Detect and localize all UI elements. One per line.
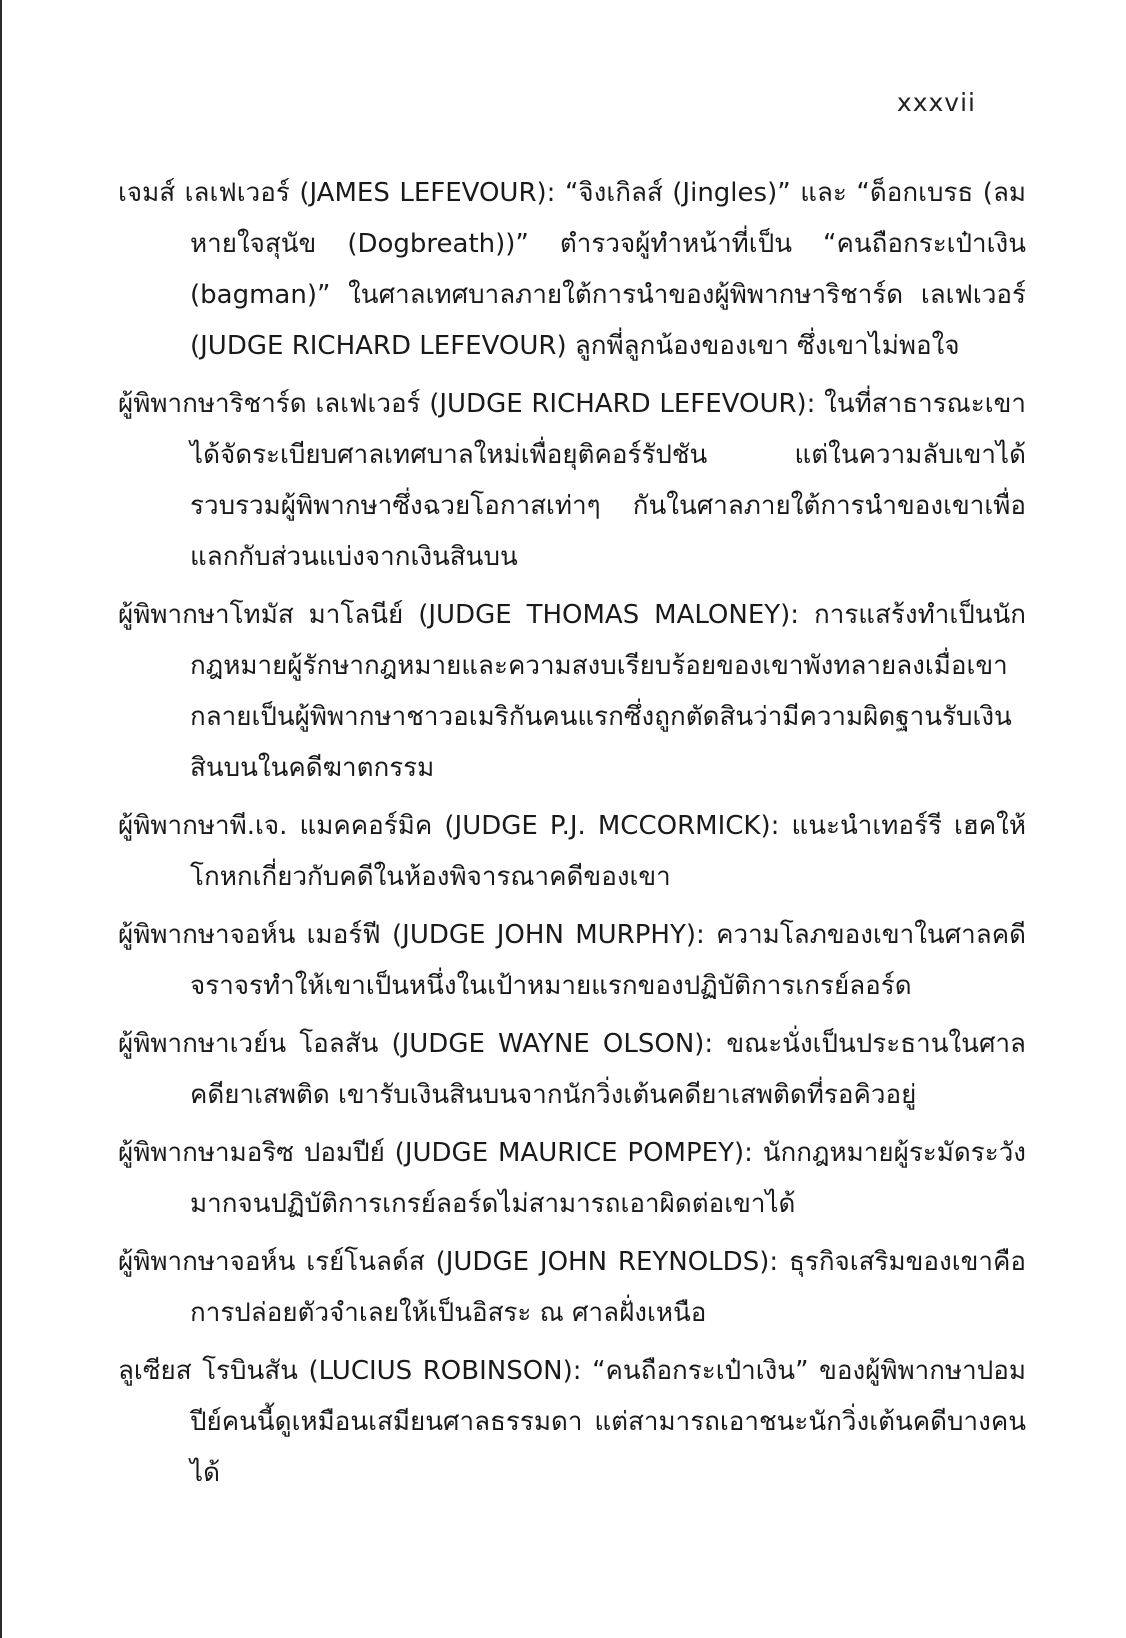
character-name: ผู้พิพากษาริชาร์ด เลเฟเวอร์ (JUDGE RICHARD LEFEVOUR): — [118, 389, 816, 419]
character-description: ในที่สาธารณะเขาได้จัดระเบียบศาลเทศบาลใหม่เพื่อยุติคอร์รัปชัน แต่ในความลับเขาได้รวบรวมผู้พิพากษาซึ่งฉวยโอกาสเท่าๆ กันในศาลภายใต้การนำของเขาเพื่อแลกกับส่วนแบ่งจากเงินสินบน — [190, 389, 1027, 572]
character-name: ผู้พิพากษาจอห์น เมอร์ฟี (JUDGE JOHN MURPHY): — [118, 920, 705, 950]
character-name: ผู้พิพากษาโทมัส มาโลนีย์ (JUDGE THOMAS MALONEY): — [118, 600, 800, 630]
character-name: ผู้พิพากษาจอห์น เรย์โนลด์ส (JUDGE JOHN REYNOLDS): — [118, 1247, 779, 1277]
character-description: “คนถือกระเป๋าเงิน” ของผู้พิพากษาปอมปีย์คนนี้ดูเหมือนเสมียนศาลธรรมดา แต่สามารถเอาชนะนักวิ่งเต้นคดีบางคนได้ — [190, 1356, 1027, 1488]
character-entry — [118, 1019, 1026, 1121]
character-list — [118, 168, 1026, 1506]
character-description: การแสร้งทำเป็นนักกฎหมายผู้รักษากฎหมายและความสงบเรียบร้อยของเขาพังทลายลงเมื่อเขากลายเป็นผู้พิพากษาชาวอเมริกันคนแรกซึ่งถูกตัดสินว่ามีความผิดฐานรับเงินสินบนในคดีฆาตกรรม — [190, 600, 1026, 783]
character-description: นักกฎหมายผู้ระมัดระวังมากจนปฏิบัติการเกรย์ลอร์ดไม่สามารถเอาผิดต่อเขาได้ — [190, 1138, 1027, 1219]
page-edge-rule — [0, 0, 2, 1638]
page-number: xxxvii — [896, 88, 976, 117]
character-entry — [118, 168, 1026, 372]
character-name: ผู้พิพากษามอริซ ปอมปีย์ (JUDGE MAURICE POMPEY): — [118, 1138, 753, 1168]
character-description: “จิงเกิลส์ (Jingles)” และ “ด็อกเบรธ (ลมหายใจสุนัข (Dogbreath))” ตำรวจผู้ทำหน้าที่เป็น “คนถือกระเป๋าเงิน (bagman)” ในศาลเทศบาลภายใต้การนำของผู้พิพากษาริชาร์ด เลเฟเวอร์ (JUDGE RICHARD LEFEVOUR) ลูกพี่ลูกน้องของเขา ซึ่งเขาไม่พอใจ — [190, 178, 1027, 361]
character-description: ขณะนั่งเป็นประธานในศาลคดียาเสพติด เขารับเงินสินบนจากนักวิ่งเต้นคดียาเสพติดที่รอคิวอยู่ — [190, 1029, 1026, 1110]
character-description: ความโลภของเขาในศาลคดีจราจรทำให้เขาเป็นหนึ่งในเป้าหมายแรกของปฏิบัติการเกรย์ลอร์ด — [190, 920, 1026, 1001]
character-name: ลูเซียส โรบินสัน (LUCIUS ROBINSON): — [118, 1356, 582, 1386]
character-entry — [118, 801, 1026, 903]
character-description: แนะนำเทอร์รี เฮคให้โกหกเกี่ยวกับคดีในห้องพิจารณาคดีของเขา — [190, 811, 1026, 892]
character-entry — [118, 910, 1026, 1012]
character-entry — [118, 1237, 1026, 1339]
character-entry — [118, 379, 1026, 583]
character-name: ผู้พิพากษาเวย์น โอลสัน (JUDGE WAYNE OLSON): — [118, 1029, 714, 1059]
character-name: ผู้พิพากษาพี.เจ. แมคคอร์มิค (JUDGE P.J. MCCORMICK): — [118, 811, 780, 841]
character-entry — [118, 1128, 1026, 1230]
character-name: เจมส์ เลเฟเวอร์ (JAMES LEFEVOUR): — [118, 178, 556, 208]
character-entry — [118, 1346, 1026, 1499]
character-entry — [118, 590, 1026, 794]
character-description: ธุรกิจเสริมของเขาคือการปล่อยตัวจำเลยให้เป็นอิสระ ณ ศาลฝั่งเหนือ — [190, 1247, 1027, 1328]
